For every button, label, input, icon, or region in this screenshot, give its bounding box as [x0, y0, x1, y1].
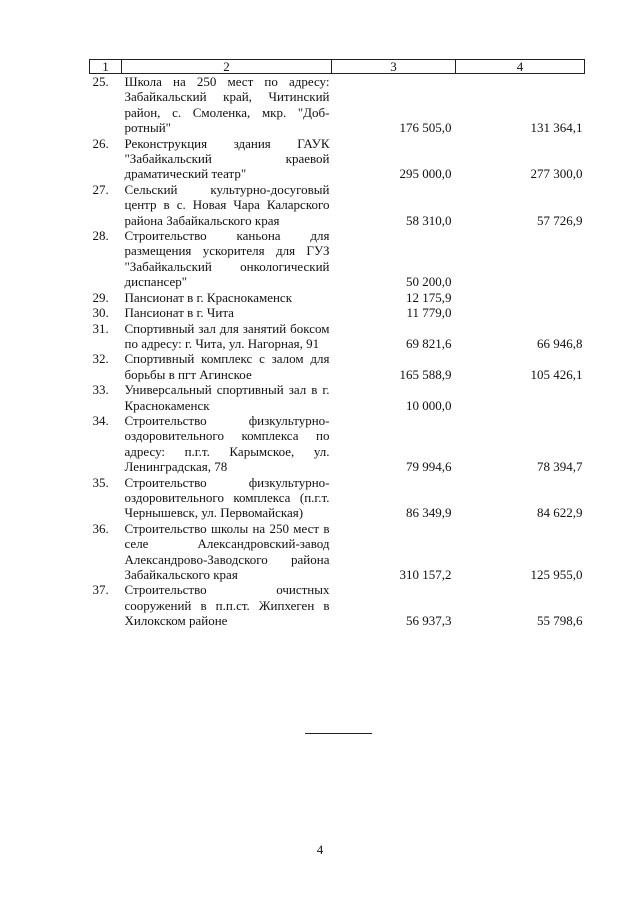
- object-name-cell: Пансионат в г. Чита: [124, 305, 234, 321]
- object-name-cell: Строительство школы на 250 мест в селе Александровский-завод Александрово-Заводского района Забайкальского края: [124, 520, 330, 582]
- value-col4-cell: 125 955,0: [530, 567, 583, 582]
- value-col3-cell: 56 937,3: [406, 613, 452, 629]
- object-name-cell: Универсальный спортивный зал в г. Краснокаменск: [124, 382, 330, 413]
- value-col3-cell: 10 000,0: [406, 397, 452, 413]
- value-col3-cell: 12 175,9: [406, 289, 452, 305]
- value-col3-cell: 79 994,6: [406, 459, 452, 475]
- value-col4-cell: [456, 290, 585, 305]
- header-col-2: 2: [122, 60, 332, 74]
- value-col3-cell: 69 821,6: [406, 335, 452, 351]
- table-row: [90, 228, 585, 290]
- row-number-cell: 36.: [92, 520, 109, 536]
- value-col3-cell: 176 505,0: [399, 120, 452, 136]
- table-row: [90, 136, 585, 182]
- row-number-cell: 29.: [92, 289, 109, 305]
- object-name-cell: Школа на 250 мест по адресу: Забайкальский край, Читинский район, с. Смоленка, мкр. "Доб-ротный": [124, 74, 330, 136]
- value-col4-cell: [456, 382, 585, 413]
- value-col4-cell: 84 622,9: [537, 505, 583, 521]
- row-number-cell: 31.: [92, 320, 109, 336]
- value-col3-cell: 50 200,0: [406, 274, 452, 290]
- value-col4-cell: 55 798,6: [537, 613, 583, 629]
- object-name-cell: Строительство каньона для размещения ускорителя для ГУЗ "Забайкальский онкологический диспансер": [124, 228, 330, 290]
- object-name-cell: Строительство физкультурно-оздоровительного комплекса (п.г.т. Чернышевск, ул. Первомайская): [124, 474, 330, 521]
- end-divider-line: [305, 733, 372, 734]
- header-col-1: 1: [90, 60, 122, 74]
- row-number-cell: 33.: [92, 382, 109, 398]
- value-col4-cell: 277 300,0: [530, 166, 583, 182]
- object-name-cell: Строительство очистных сооружений в п.п.ст. Жипхеген в Хилокском районе: [124, 582, 330, 629]
- value-col3-cell: 310 157,2: [399, 567, 452, 582]
- table-row: [90, 521, 585, 583]
- value-col3-cell: 165 588,9: [399, 366, 452, 382]
- table-row: [90, 182, 585, 228]
- header-col-4: 4: [456, 60, 585, 74]
- table-row: [90, 321, 585, 352]
- object-name-cell: Сельский культурно-досуговый центр в с. Новая Чара Каларского района Забайкальского края: [124, 181, 330, 228]
- value-col3-cell: 295 000,0: [399, 166, 452, 182]
- table-row: [90, 413, 585, 475]
- table-row: [90, 305, 585, 320]
- object-name-cell: Строительство физкультурно-оздоровительного комплекса по адресу: п.г.т. Карымское, ул. Ленинградская, 78: [124, 412, 330, 475]
- table-row: [90, 582, 585, 628]
- table-header-row: [90, 60, 585, 74]
- row-number-cell: 34.: [92, 412, 109, 428]
- value-col4-cell: 66 946,8: [537, 335, 583, 351]
- row-number-cell: 26.: [92, 135, 109, 151]
- row-number-cell: 35.: [92, 474, 109, 490]
- row-number-cell: 32.: [92, 351, 109, 367]
- row-number-cell: 37.: [92, 582, 109, 598]
- table-row: [90, 382, 585, 413]
- row-number-cell: 30.: [92, 305, 109, 321]
- value-col4-cell: 131 364,1: [530, 120, 583, 136]
- value-col3-cell: 86 349,9: [406, 505, 452, 521]
- value-col4-cell: 105 426,1: [530, 366, 583, 382]
- table-row: [90, 475, 585, 521]
- value-col3-cell: 58 310,0: [406, 212, 452, 228]
- objects-table: [89, 59, 585, 629]
- object-name-cell: Спортивный комплекс с залом для борьбы в пгт Агинское: [124, 351, 330, 382]
- row-number-cell: 25.: [92, 74, 109, 89]
- object-name-cell: Пансионат в г. Краснокаменск: [124, 289, 293, 305]
- value-col4-cell: [456, 228, 585, 290]
- object-name-cell: Реконструкция здания ГАУК "Забайкальский краевой драматический театр": [124, 135, 330, 182]
- value-col3-cell: 11 779,0: [406, 305, 452, 321]
- value-col4-cell: 78 394,7: [537, 459, 583, 475]
- value-col4-cell: 57 726,9: [537, 212, 583, 228]
- table-body: [90, 74, 585, 629]
- row-number-cell: 27.: [92, 181, 109, 197]
- header-col-3: 3: [332, 60, 456, 74]
- table-row: [90, 351, 585, 382]
- value-col4-cell: [456, 305, 585, 320]
- table-row: [90, 290, 585, 305]
- object-name-cell: Спортивный зал для занятий боксом по адресу: г. Чита, ул. Нагорная, 91: [124, 320, 330, 351]
- row-number-cell: 28.: [92, 228, 109, 244]
- page-number: 4: [316, 842, 324, 857]
- table-row: [90, 74, 585, 136]
